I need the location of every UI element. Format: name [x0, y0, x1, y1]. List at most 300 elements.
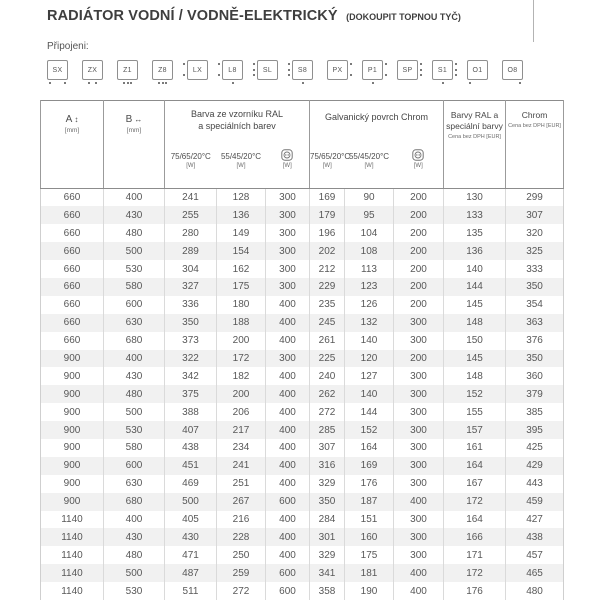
cell-ral-75: 255 [165, 206, 217, 224]
connection-point-dot [372, 82, 374, 84]
connection-point-dot [88, 82, 90, 84]
cell-chrom-electric: 300 [394, 528, 444, 546]
connection-point-dot [420, 63, 422, 65]
price-ral-line2: speciální barvy [446, 121, 503, 132]
cell-chrom-75: 229 [310, 278, 345, 296]
cell-chrom-75: 316 [310, 457, 345, 475]
cell-a: 660 [41, 189, 104, 207]
connection-point-dot [165, 82, 167, 84]
cell-ral-75: 375 [165, 385, 217, 403]
cell-price-ral: 148 [444, 367, 506, 385]
table-row [41, 564, 564, 582]
cell-ral-electric: 600 [266, 564, 310, 582]
cell-a: 900 [41, 421, 104, 439]
connection-point-dot [288, 69, 290, 71]
cell-price-ral: 157 [444, 421, 506, 439]
cell-price-ral: 144 [444, 278, 506, 296]
cell-price-chrom: 350 [506, 350, 564, 368]
cell-b: 400 [104, 189, 165, 207]
cell-ral-electric: 600 [266, 582, 310, 600]
table-row [41, 206, 564, 224]
cell-ral-electric: 400 [266, 457, 310, 475]
cell-chrom-electric: 200 [394, 189, 444, 207]
price-ral-line1: Barvy RAL a [450, 110, 499, 120]
cell-chrom-electric: 300 [394, 385, 444, 403]
cell-chrom-55: 190 [345, 582, 394, 600]
cell-chrom-75: 301 [310, 528, 345, 546]
cell-chrom-75: 196 [310, 224, 345, 242]
cell-a: 900 [41, 350, 104, 368]
cell-ral-55: 136 [217, 206, 266, 224]
cell-b: 430 [104, 528, 165, 546]
cell-chrom-55: 95 [345, 206, 394, 224]
cell-ral-75: 451 [165, 457, 217, 475]
connection-point-dot [288, 74, 290, 76]
cell-ral-55: 250 [217, 546, 266, 564]
cell-ral-55: 162 [217, 260, 266, 278]
cell-chrom-75: 262 [310, 385, 345, 403]
cell-chrom-55: 123 [345, 278, 394, 296]
connection-point-dot [218, 63, 220, 65]
connection-label: Z8 [158, 66, 167, 74]
cell-ral-55: 180 [217, 296, 266, 314]
cell-chrom-55: 108 [345, 242, 394, 260]
connections-bar [47, 60, 523, 80]
cell-ral-electric: 300 [266, 189, 310, 207]
cell-price-ral: 148 [444, 314, 506, 332]
cell-b: 530 [104, 582, 165, 600]
vertical-arrows-icon: ↕ [74, 115, 79, 124]
electric-socket-icon [281, 149, 293, 161]
cell-chrom-electric: 300 [394, 367, 444, 385]
connection-point-dot [162, 82, 164, 84]
cell-ral-75: 438 [165, 439, 217, 457]
cell-chrom-electric: 200 [394, 278, 444, 296]
cell-price-ral: 164 [444, 457, 506, 475]
cell-ral-75: 241 [165, 189, 217, 207]
cell-chrom-75: 358 [310, 582, 345, 600]
cell-ral-electric: 300 [266, 224, 310, 242]
cell-chrom-75: 212 [310, 260, 345, 278]
cell-b: 580 [104, 439, 165, 457]
cell-a: 1140 [41, 511, 104, 529]
connection-point-dot [288, 63, 290, 65]
connection-label: ZX [87, 66, 98, 74]
connection-o1[interactable] [467, 60, 488, 80]
cell-ral-55: 188 [217, 314, 266, 332]
header-group-chrom [310, 101, 444, 145]
cell-ral-75: 430 [165, 528, 217, 546]
table-row [41, 385, 564, 403]
cell-chrom-55: 140 [345, 385, 394, 403]
cell-ral-electric: 300 [266, 242, 310, 260]
cell-price-chrom: 459 [506, 493, 564, 511]
table-row [41, 511, 564, 529]
cell-price-chrom: 307 [506, 206, 564, 224]
table-row [41, 528, 564, 546]
cell-ral-55: 272 [217, 582, 266, 600]
subheader-chrom-75: 75/65/20°C [W] [310, 145, 345, 189]
cell-chrom-electric: 300 [394, 403, 444, 421]
cell-price-chrom: 427 [506, 511, 564, 529]
cell-a: 660 [41, 260, 104, 278]
cell-ral-75: 471 [165, 546, 217, 564]
group-chrom-title: Galvanický povrch Chrom [324, 112, 429, 122]
table-row [41, 403, 564, 421]
cell-ral-electric: 400 [266, 314, 310, 332]
cell-price-chrom: 438 [506, 528, 564, 546]
page-title [47, 7, 461, 25]
cell-a: 660 [41, 242, 104, 260]
cell-price-ral: 176 [444, 582, 506, 600]
connection-point-dot [302, 82, 304, 84]
cell-chrom-electric: 400 [394, 493, 444, 511]
cell-ral-75: 280 [165, 224, 217, 242]
connection-o8[interactable] [502, 60, 523, 80]
cell-ral-electric: 400 [266, 332, 310, 350]
cell-ral-electric: 400 [266, 546, 310, 564]
cell-ral-electric: 400 [266, 403, 310, 421]
cell-price-ral: 171 [444, 546, 506, 564]
cell-ral-electric: 400 [266, 367, 310, 385]
connection-point-dot [183, 74, 185, 76]
cell-price-chrom: 379 [506, 385, 564, 403]
cell-price-chrom: 299 [506, 189, 564, 207]
cell-ral-55: 267 [217, 493, 266, 511]
connection-point-dot [49, 82, 51, 84]
cell-price-ral: 161 [444, 439, 506, 457]
cell-chrom-electric: 300 [394, 332, 444, 350]
cell-ral-55: 200 [217, 332, 266, 350]
cell-ral-55: 172 [217, 350, 266, 368]
cell-chrom-55: 104 [345, 224, 394, 242]
cell-ral-75: 327 [165, 278, 217, 296]
cell-ral-75: 350 [165, 314, 217, 332]
cell-b: 580 [104, 278, 165, 296]
cell-chrom-55: 181 [345, 564, 394, 582]
connection-point-dot [127, 82, 129, 84]
cell-price-ral: 167 [444, 475, 506, 493]
cell-chrom-75: 261 [310, 332, 345, 350]
cell-b: 680 [104, 332, 165, 350]
cell-price-chrom: 465 [506, 564, 564, 582]
connection-point-dot [253, 74, 255, 76]
connection-point-dot [253, 69, 255, 71]
cell-ral-55: 182 [217, 367, 266, 385]
subheader-chrom-55: 55/45/20°C [W] [345, 145, 394, 189]
cell-chrom-75: 284 [310, 511, 345, 529]
header-price-chrom [506, 101, 564, 189]
connection-point-dot [420, 69, 422, 71]
cell-chrom-electric: 300 [394, 421, 444, 439]
cell-chrom-55: 113 [345, 260, 394, 278]
cell-a: 660 [41, 314, 104, 332]
header-price-ral [444, 101, 506, 189]
cell-chrom-75: 245 [310, 314, 345, 332]
connection-px[interactable] [327, 60, 348, 80]
cell-ral-electric: 300 [266, 260, 310, 278]
cell-ral-electric: 300 [266, 350, 310, 368]
cell-chrom-75: 285 [310, 421, 345, 439]
cell-chrom-75: 240 [310, 367, 345, 385]
cell-b: 430 [104, 206, 165, 224]
table-row [41, 546, 564, 564]
cell-price-chrom: 385 [506, 403, 564, 421]
table-row [41, 475, 564, 493]
connection-point-dot [183, 63, 185, 65]
cell-ral-55: 149 [217, 224, 266, 242]
connection-point-dot [420, 74, 422, 76]
connection-sx[interactable] [47, 60, 68, 80]
cell-ral-55: 206 [217, 403, 266, 421]
cell-chrom-electric: 200 [394, 350, 444, 368]
connection-point-dot [455, 69, 457, 71]
col-b-unit: [mm] [126, 127, 142, 134]
connections-label: Připojeni: [47, 41, 89, 52]
col-a-label: A [65, 114, 73, 125]
cell-chrom-55: 187 [345, 493, 394, 511]
connection-label: LX [192, 66, 203, 74]
table-row [41, 439, 564, 457]
cell-price-chrom: 325 [506, 242, 564, 260]
cell-ral-electric: 600 [266, 493, 310, 511]
connection-lx[interactable] [187, 60, 208, 80]
cell-chrom-75: 169 [310, 189, 345, 207]
cell-chrom-electric: 400 [394, 564, 444, 582]
connection-point-dot [519, 82, 521, 84]
connection-l8[interactable] [222, 60, 243, 80]
cell-ral-55: 259 [217, 564, 266, 582]
cell-price-chrom: 395 [506, 421, 564, 439]
table-row [41, 260, 564, 278]
table-row [41, 242, 564, 260]
cell-price-chrom: 480 [506, 582, 564, 600]
cell-a: 660 [41, 206, 104, 224]
cell-a: 660 [41, 332, 104, 350]
cell-ral-electric: 400 [266, 385, 310, 403]
connection-sl[interactable] [257, 60, 278, 80]
page-title-main: RADIÁTOR VODNÍ / VODNĚ-ELEKTRICKÝ [47, 8, 338, 24]
cell-chrom-55: 120 [345, 350, 394, 368]
cell-ral-75: 487 [165, 564, 217, 582]
cell-chrom-75: 225 [310, 350, 345, 368]
horizontal-arrows-icon: ↔ [134, 115, 143, 124]
cell-chrom-electric: 300 [394, 314, 444, 332]
connection-z8[interactable] [152, 60, 173, 80]
col-b-label: B [125, 114, 133, 125]
cell-ral-75: 469 [165, 475, 217, 493]
cell-price-ral: 155 [444, 403, 506, 421]
cell-chrom-55: 126 [345, 296, 394, 314]
table-row [41, 278, 564, 296]
table-row [41, 421, 564, 439]
cell-ral-electric: 400 [266, 421, 310, 439]
cell-b: 530 [104, 260, 165, 278]
connection-label: SL [262, 66, 273, 74]
table-row [41, 457, 564, 475]
cell-chrom-electric: 200 [394, 224, 444, 242]
cell-price-chrom: 360 [506, 367, 564, 385]
cell-price-ral: 140 [444, 260, 506, 278]
connection-label: P1 [367, 66, 378, 74]
header-col-b [104, 101, 165, 189]
connection-label: SX [52, 66, 63, 74]
cell-ral-55: 175 [217, 278, 266, 296]
connection-label: O1 [472, 66, 483, 74]
price-ral-subtitle: Cena bez DPH [EUR] [448, 134, 501, 141]
connection-point-dot [232, 82, 234, 84]
cell-ral-55: 217 [217, 421, 266, 439]
table-row [41, 314, 564, 332]
cell-ral-55: 154 [217, 242, 266, 260]
connection-s8[interactable] [292, 60, 313, 80]
cell-ral-55: 228 [217, 528, 266, 546]
cell-price-chrom: 363 [506, 314, 564, 332]
page-title-suffix: (DOKOUPIT TOPNOU TYČ) [346, 12, 461, 22]
cell-ral-55: 200 [217, 385, 266, 403]
cell-chrom-electric: 200 [394, 296, 444, 314]
table-row [41, 296, 564, 314]
cell-chrom-75: 329 [310, 546, 345, 564]
table-row [41, 332, 564, 350]
cell-ral-electric: 400 [266, 511, 310, 529]
cell-ral-55: 241 [217, 457, 266, 475]
connection-point-dot [350, 74, 352, 76]
cell-b: 630 [104, 475, 165, 493]
cell-ral-electric: 300 [266, 278, 310, 296]
cell-price-ral: 152 [444, 385, 506, 403]
cell-chrom-electric: 300 [394, 475, 444, 493]
cell-ral-electric: 400 [266, 475, 310, 493]
cell-chrom-55: 151 [345, 511, 394, 529]
cell-a: 660 [41, 278, 104, 296]
connection-point-dot [253, 63, 255, 65]
connection-point-dot [158, 82, 160, 84]
connection-point-dot [385, 63, 387, 65]
connection-label: PX [332, 66, 343, 74]
connection-label: L8 [228, 66, 237, 74]
cell-ral-75: 373 [165, 332, 217, 350]
cell-ral-electric: 400 [266, 439, 310, 457]
cell-b: 430 [104, 367, 165, 385]
cell-b: 500 [104, 403, 165, 421]
cell-a: 900 [41, 367, 104, 385]
radiator-spec-table [40, 100, 564, 600]
connection-s1[interactable] [432, 60, 453, 80]
cell-b: 480 [104, 546, 165, 564]
cell-chrom-55: 152 [345, 421, 394, 439]
subheader-ral-55: 55/45/20°C [W] [217, 145, 266, 189]
connection-sp[interactable] [397, 60, 418, 80]
connection-point-dot [123, 82, 125, 84]
cell-chrom-55: 164 [345, 439, 394, 457]
connection-point-dot [350, 63, 352, 65]
cell-ral-75: 407 [165, 421, 217, 439]
cell-chrom-75: 272 [310, 403, 345, 421]
cell-b: 480 [104, 224, 165, 242]
cell-price-chrom: 376 [506, 332, 564, 350]
cell-b: 500 [104, 564, 165, 582]
cell-chrom-55: 160 [345, 528, 394, 546]
subheader-ral-75: 75/65/20°C [W] [165, 145, 217, 189]
table-row [41, 350, 564, 368]
connection-label: SP [402, 66, 413, 74]
cell-price-chrom: 320 [506, 224, 564, 242]
cell-b: 530 [104, 421, 165, 439]
cell-price-ral: 150 [444, 332, 506, 350]
cell-ral-75: 304 [165, 260, 217, 278]
connection-point-dot [455, 74, 457, 76]
cell-price-ral: 164 [444, 511, 506, 529]
cell-price-chrom: 457 [506, 546, 564, 564]
cell-price-chrom: 443 [506, 475, 564, 493]
cell-chrom-electric: 300 [394, 439, 444, 457]
cell-price-chrom: 425 [506, 439, 564, 457]
cell-ral-electric: 300 [266, 206, 310, 224]
cell-ral-75: 511 [165, 582, 217, 600]
cell-a: 900 [41, 385, 104, 403]
table-row [41, 224, 564, 242]
header-group-ral [165, 101, 310, 145]
cell-b: 600 [104, 296, 165, 314]
connection-zx[interactable] [82, 60, 103, 80]
cell-chrom-75: 202 [310, 242, 345, 260]
cell-chrom-75: 341 [310, 564, 345, 582]
connection-point-dot [455, 63, 457, 65]
cell-price-ral: 172 [444, 564, 506, 582]
cell-price-ral: 133 [444, 206, 506, 224]
cell-a: 900 [41, 403, 104, 421]
subheader-ral-electric: [W] [266, 145, 310, 189]
cell-b: 480 [104, 385, 165, 403]
cell-price-chrom: 429 [506, 457, 564, 475]
cell-b: 400 [104, 511, 165, 529]
cell-chrom-55: 140 [345, 332, 394, 350]
cell-a: 1140 [41, 546, 104, 564]
connection-point-dot [130, 82, 132, 84]
group-ral-line1: Barva ze vzorníku RAL [190, 109, 284, 119]
cell-chrom-55: 127 [345, 367, 394, 385]
cell-chrom-75: 179 [310, 206, 345, 224]
cell-chrom-electric: 300 [394, 546, 444, 564]
cell-chrom-55: 90 [345, 189, 394, 207]
cell-b: 680 [104, 493, 165, 511]
cell-price-ral: 166 [444, 528, 506, 546]
cell-b: 500 [104, 242, 165, 260]
subheader-chrom-electric: [W] [394, 145, 444, 189]
connection-point-dot [385, 74, 387, 76]
price-chrom-subtitle: Cena bez DPH [EUR] [508, 123, 561, 130]
connection-point-dot [469, 82, 471, 84]
connection-p1[interactable] [362, 60, 383, 80]
cell-price-chrom: 333 [506, 260, 564, 278]
col-a-unit: [mm] [64, 127, 80, 134]
cell-price-ral: 145 [444, 350, 506, 368]
connection-label: S1 [437, 66, 448, 74]
cell-ral-electric: 400 [266, 528, 310, 546]
table-row [41, 582, 564, 600]
cell-ral-75: 289 [165, 242, 217, 260]
cell-a: 660 [41, 296, 104, 314]
connection-label: S8 [297, 66, 308, 74]
connection-z1[interactable] [117, 60, 138, 80]
cell-ral-75: 405 [165, 511, 217, 529]
cell-chrom-75: 235 [310, 296, 345, 314]
connection-point-dot [95, 82, 97, 84]
table-row [41, 493, 564, 511]
connection-label: Z1 [123, 66, 132, 74]
cell-ral-55: 128 [217, 189, 266, 207]
